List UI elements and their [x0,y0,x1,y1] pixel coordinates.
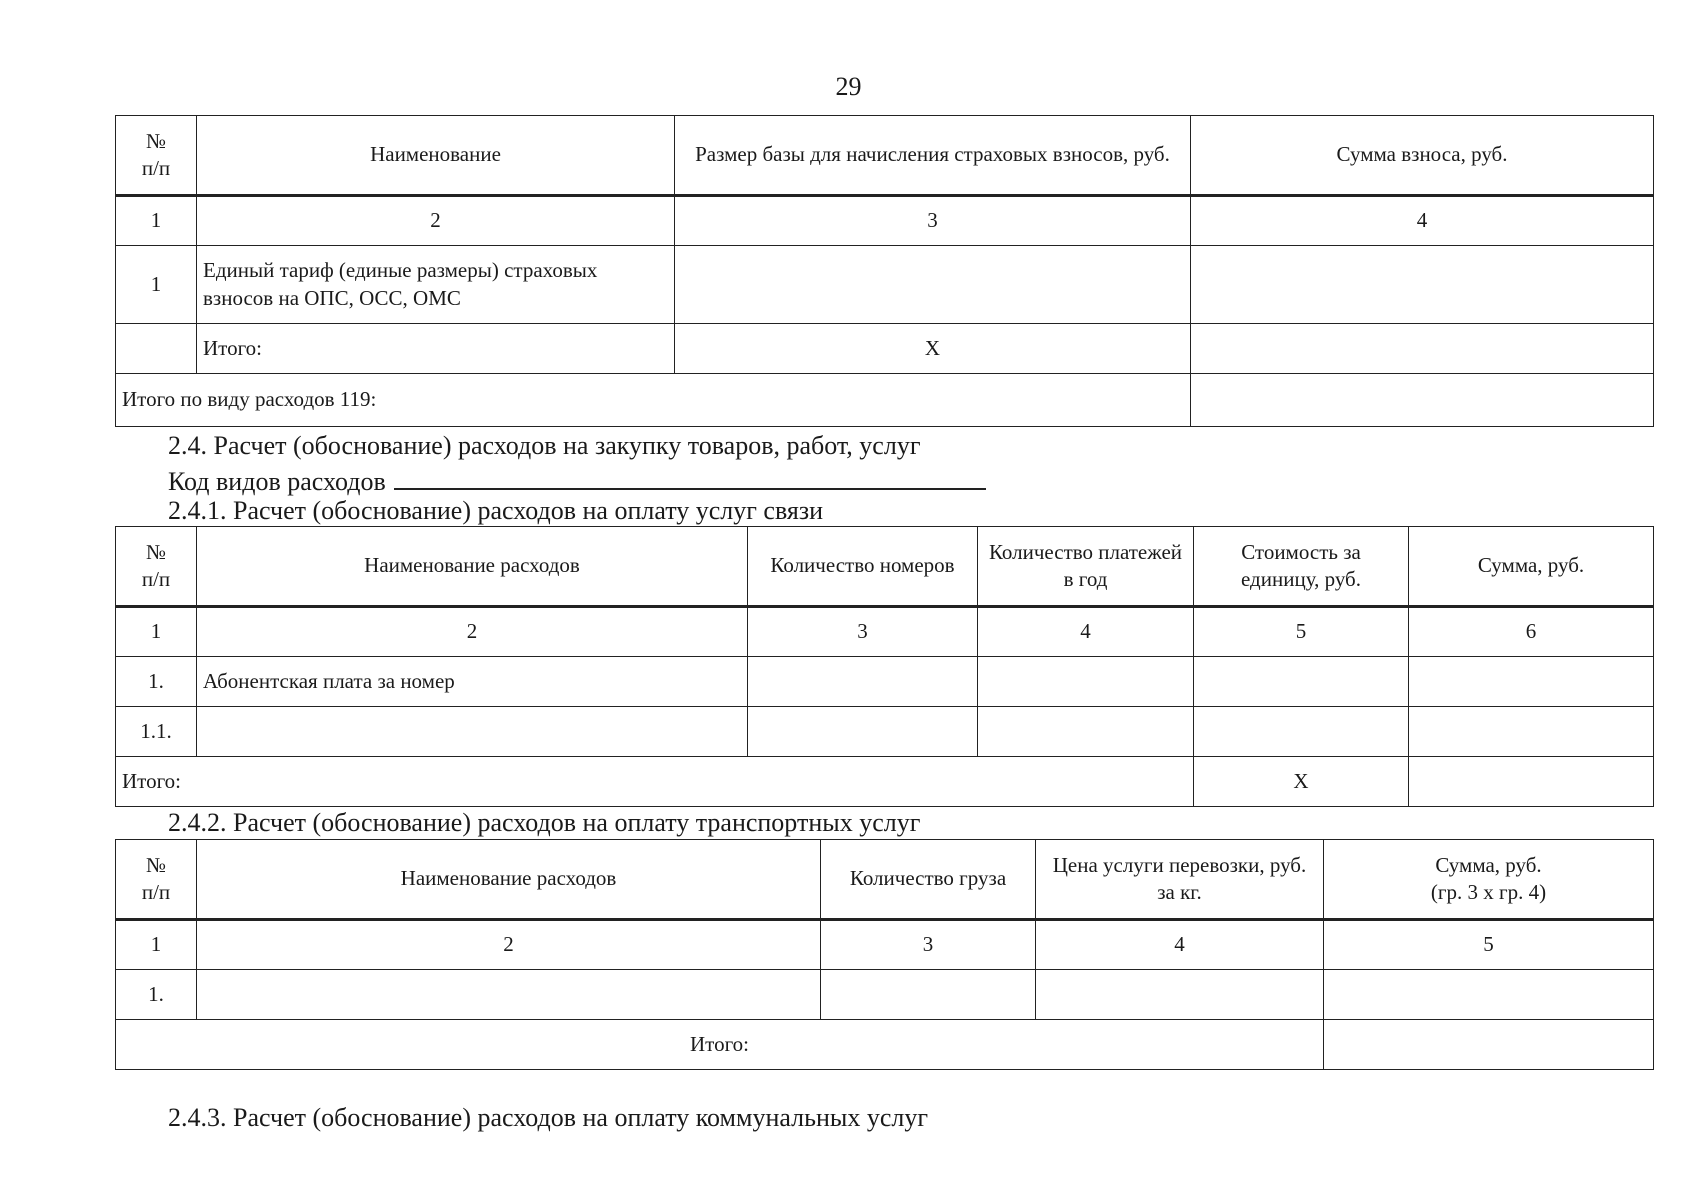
column-number: 4 [1036,920,1324,970]
table-row [116,246,1654,324]
header-cargo-quantity: Количество груза [821,840,1036,920]
table-header-row [116,840,1654,920]
header-quantity-numbers: Количество номеров [748,527,978,607]
empty-cell [1194,657,1409,707]
table-header-row [116,116,1654,196]
row-number: 1. [116,970,197,1020]
header-base: Размер базы для начисления страховых взносов, руб. [675,116,1191,196]
column-number: 3 [675,196,1191,246]
communication-table [115,526,1654,807]
empty-cell [821,970,1036,1020]
code-line [168,466,986,495]
transport-table [115,839,1654,1070]
row-name: Абонентская плата за номер [197,657,748,707]
grand-total-label: Итого по виду расходов 119: [116,374,1191,427]
header-sum: Сумма, руб. (гр. 3 х гр. 4) [1324,840,1654,920]
header-number: № п/п [116,116,197,196]
empty-cell [1409,657,1654,707]
table-row [116,657,1654,707]
contributions-table [115,115,1654,427]
column-number: 1 [116,920,197,970]
header-name: Наименование расходов [197,527,748,607]
empty-cell [748,707,978,757]
column-numbers-row [116,196,1654,246]
row-name: Единый тариф (единые размеры) страховых взносов на ОПС, ОСС, ОМС [197,246,675,324]
total-label: Итого: [197,324,675,374]
total-row [116,324,1654,374]
column-number: 5 [1324,920,1654,970]
empty-cell [978,707,1194,757]
column-number: 3 [821,920,1036,970]
total-row [116,757,1654,807]
total-base-mark: X [675,324,1191,374]
page-number: 29 [835,72,862,101]
total-sum-cell [1191,324,1654,374]
row-name [197,707,748,757]
row-base-cell [675,246,1191,324]
section-2-4-1-title: 2.4.1. Расчет (обоснование) расходов на оплату услуг связи [168,496,824,525]
column-numbers-row [116,607,1654,657]
row-name [197,970,821,1020]
code-label: Код видов расходов [168,467,386,496]
section-2-4-title: 2.4. Расчет (обоснование) расходов на закупку товаров, работ, услуг [168,431,921,460]
column-number: 2 [197,920,821,970]
empty-cell [748,657,978,707]
header-unit-cost: Стоимость за единицу, руб. [1194,527,1409,607]
empty-cell [1324,970,1654,1020]
total-label: Итого: [116,1020,1324,1070]
column-number: 4 [1191,196,1654,246]
column-number: 4 [978,607,1194,657]
code-input-line [394,466,986,490]
header-number: № п/п [116,840,197,920]
row-sum-cell [1191,246,1654,324]
row-number: 1 [116,246,197,324]
grand-total-row [116,374,1654,427]
header-sum: Сумма взноса, руб. [1191,116,1654,196]
header-transport-price: Цена услуги перевозки, руб. за кг. [1036,840,1324,920]
row-number: 1. [116,657,197,707]
empty-cell [1409,707,1654,757]
header-payments-per-year: Количество платежей в год [978,527,1194,607]
section-2-4-3-title: 2.4.3. Расчет (обоснование) расходов на оплату коммунальных услуг [168,1103,929,1132]
header-number: № п/п [116,527,197,607]
total-label: Итого: [116,757,1194,807]
header-name: Наименование расходов [197,840,821,920]
header-name: Наименование [197,116,675,196]
column-number: 1 [116,196,197,246]
total-unit-cost-mark: X [1194,757,1409,807]
total-number-cell [116,324,197,374]
table-header-row [116,527,1654,607]
table-row [116,707,1654,757]
column-numbers-row [116,920,1654,970]
empty-cell [1036,970,1324,1020]
row-number: 1.1. [116,707,197,757]
column-number: 1 [116,607,197,657]
column-number: 2 [197,196,675,246]
total-sum-cell [1409,757,1654,807]
column-number: 2 [197,607,748,657]
grand-total-sum-cell [1191,374,1654,427]
empty-cell [978,657,1194,707]
total-sum-cell [1324,1020,1654,1070]
column-number: 5 [1194,607,1409,657]
table-row [116,970,1654,1020]
column-number: 6 [1409,607,1654,657]
column-number: 3 [748,607,978,657]
section-2-4-2-title: 2.4.2. Расчет (обоснование) расходов на оплату транспортных услуг [168,808,921,837]
header-sum: Сумма, руб. [1409,527,1654,607]
empty-cell [1194,707,1409,757]
total-row [116,1020,1654,1070]
